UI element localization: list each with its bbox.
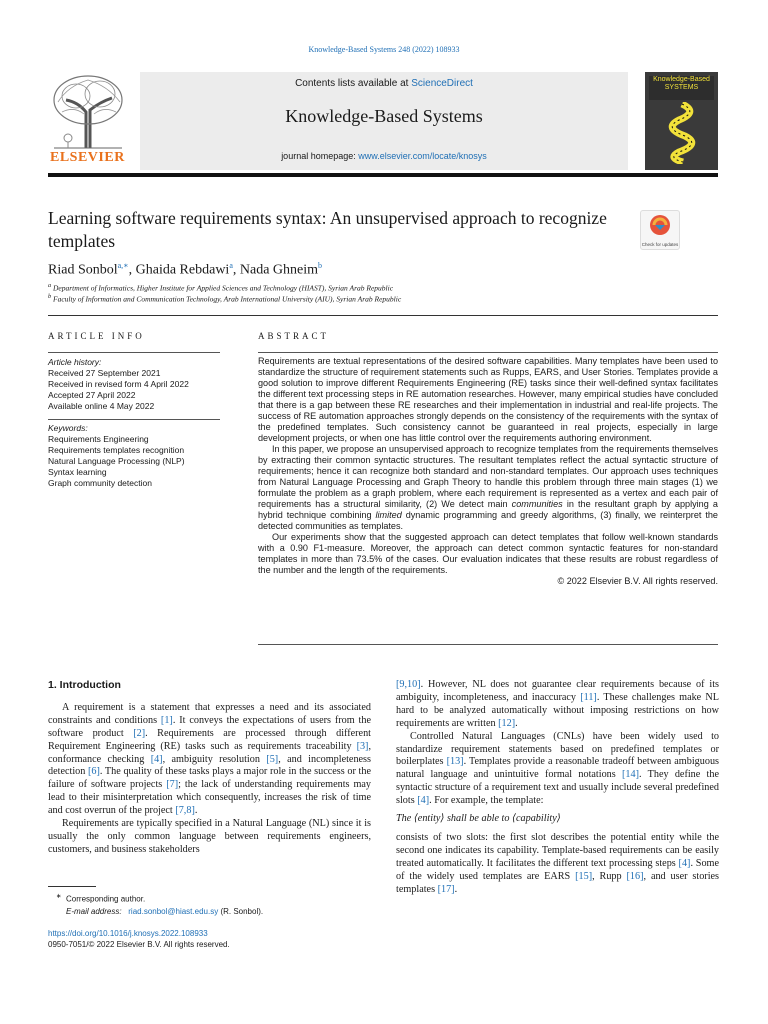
citation-link[interactable]: [14]: [622, 769, 639, 781]
citation-link[interactable]: [11]: [580, 691, 597, 703]
journal-cover-image: [645, 72, 718, 170]
text-run: consists of two slots: the first slot describes the potential entity while the second one indicates its capability. Template-based requirements can be easily treated automatically. It facilitates the different text processing steps: [396, 831, 719, 869]
text-run: . However, NL does not guarantee clear requirements because of its ambiguity, incompleteness, and inaccuracy: [396, 679, 719, 703]
keyword: Requirements templates recognition: [48, 445, 185, 455]
footnote-rule: [48, 886, 96, 887]
citation-link[interactable]: [9,10]: [396, 679, 421, 690]
history-item: Received 27 September 2021: [48, 368, 161, 378]
author-affil-mark[interactable]: a,∗: [117, 261, 129, 270]
author-name: Nada Ghneim: [239, 262, 319, 278]
masthead-center: [140, 72, 628, 170]
text-run: . They define the syntactic structure of a requirement text and usually include several predefined slots: [396, 769, 719, 807]
keywords-label: Keywords:: [48, 423, 88, 433]
footnote-mark: ∗: [56, 893, 62, 900]
affiliation: [48, 293, 401, 304]
affiliation-text: Faculty of Information and Communication Technology, Arab International University (AIU), Syrian Arab Republic: [53, 294, 402, 304]
text-run: . The quality of these tasks plays a major role in the success or the failure of software projects: [48, 766, 371, 791]
body-column-left: [48, 679, 371, 857]
citation-link[interactable]: [16]: [626, 870, 644, 882]
doi-link[interactable]: https://doi.org/10.1016/j.knosys.2022.108933: [48, 929, 208, 938]
email-owner: (R. Sonbol).: [220, 906, 264, 916]
text-run: . Templates provide a reasonable tradeoff between ambiguous natural language and unintuitive formal notations: [396, 756, 719, 781]
cover-art: [659, 102, 705, 164]
text-run: , Rupp: [592, 870, 627, 882]
template-example: The ⟨entity⟩ shall be able to ⟨capability⟩: [396, 813, 561, 825]
corresponding-label: Corresponding author.: [66, 894, 146, 904]
divider: [48, 352, 220, 353]
history-item: Received in revised form 4 April 2022: [48, 379, 189, 389]
text-run: A requirement is a statement that expresses a need and its associated constraints and conditions: [48, 701, 371, 726]
author-name: Riad Sonbol: [48, 262, 118, 278]
body-paragraph: [396, 832, 719, 897]
body-paragraph: [396, 679, 719, 731]
corresponding-note: [48, 891, 371, 906]
keywords: [48, 423, 223, 489]
body-column-right: [396, 679, 719, 897]
issn-line: 0950-7051/© 2022 Elsevier B.V. All rights reserved.: [48, 940, 230, 949]
keyword: Requirements Engineering: [48, 434, 149, 444]
citation-link[interactable]: [17]: [437, 883, 455, 895]
text-run: . These challenges make NL hard to be analyzed automatically without imposing restrictions on how requirements are written: [396, 691, 719, 729]
copyright: © 2022 Elsevier B.V. All rights reserved.: [557, 576, 718, 586]
check-for-updates-badge[interactable]: [640, 210, 680, 250]
email-label: E-mail address:: [66, 906, 122, 916]
text-run: . Some of the widely used templates are EARS: [396, 857, 719, 882]
history-label: Article history:: [48, 357, 102, 367]
affiliation-mark: b: [48, 293, 52, 300]
text-run: . Requirements are processed through different Requirement Engineering (RE) tasks such as requirements traceability: [48, 727, 372, 752]
text-run: , and user stories templates: [396, 870, 720, 895]
divider: [258, 352, 718, 353]
article-history: [48, 357, 223, 412]
citation-link[interactable]: [7]: [166, 779, 179, 791]
emphasis: limited: [375, 510, 402, 520]
contents-line: [140, 78, 628, 89]
citation-link[interactable]: [12]: [498, 717, 516, 729]
history-item: Available online 4 May 2022: [48, 401, 155, 411]
abstract-body: [258, 356, 718, 587]
author-separator: ,: [128, 262, 136, 278]
emphasis: communities: [511, 499, 563, 509]
section-rule: [48, 315, 718, 316]
section-heading-introduction: 1. Introduction: [48, 679, 121, 691]
homepage-line: [140, 151, 628, 161]
body-paragraph: Requirements are typically specified in a Natural Language (NL) since it is usually the only common language between requirements engineers, customers, and business stakeholders: [48, 818, 371, 855]
text-run: , ambiguity resolution: [162, 753, 267, 765]
sciencedirect-link[interactable]: ScienceDirect: [411, 78, 473, 89]
citation-link[interactable]: [4]: [150, 753, 163, 765]
doi-block: [48, 928, 230, 950]
citation-link[interactable]: [7,8]: [175, 805, 195, 817]
text-run: In this paper, we propose an unsupervised approach to recognize templates from the requirements themselves by extracting their common syntactic structures. The resultant templates reflect the actual syntactic structure of requirements; hence it can recognize both standard and non-standard templates. Our approach uses techniques from Natural Language Processing and Graph Theory to handle this problem through three main stages (1) we formulate the problem as a graph problem, where each requirement is represented as a vertex and each pair of requirements has a structural similarity, (2) We detect main: [258, 444, 718, 509]
body-paragraph: [48, 702, 371, 818]
journal-masthead: [48, 72, 718, 170]
history-item: Accepted 27 April 2022: [48, 390, 136, 400]
text-run: , conformance checking: [48, 740, 371, 765]
abstract-heading: ABSTRACT: [258, 331, 330, 341]
author-separator: ,: [232, 262, 240, 278]
homepage-prefix: journal homepage:: [281, 151, 359, 161]
elsevier-tree-logo: [48, 72, 128, 164]
abstract-paragraph: [258, 444, 718, 532]
text-run: dynamic programming and greedy algorithms, (3) finally, we reinterpret the detected communities as templates.: [258, 510, 718, 531]
text-run: in the resultant graph by applying a hybrid technique combining: [258, 499, 718, 520]
email-link[interactable]: riad.sonbol@hiast.edu.sy: [128, 906, 219, 916]
citation-link[interactable]: [15]: [575, 870, 593, 882]
text-run: .: [454, 883, 458, 895]
footnote: [48, 891, 371, 918]
author-affil-mark[interactable]: b: [318, 261, 323, 270]
journal-name: Knowledge-Based Systems: [285, 106, 483, 126]
text-run: . For example, the template:: [429, 795, 544, 807]
citation-link[interactable]: [5]: [266, 753, 279, 765]
text-run: , and incompleteness detection: [48, 753, 371, 778]
author-affil-mark[interactable]: a: [229, 261, 233, 270]
author-list: [48, 261, 322, 279]
citation-link[interactable]: [4]: [417, 795, 430, 807]
masthead-rule: [48, 173, 718, 177]
text-run: ; the lack of understanding requirements may lead to their misinterpretation which consequently, increases the risk of time and cost overrun of the project: [48, 779, 371, 817]
body-paragraph: [396, 731, 719, 808]
abstract-paragraph: Requirements are textual representations of the desired software capabilities. Many templates have been used to standardize the structure of requirement statements such as Rupps, EARS, and User Stories. Templates provide a good solution to improve different Requirements Engineering (RE) tasks since their well-defined syntax facilitates the different text processing steps in RE automation researches. However, many empirical studies have concluded that there is a gap between these RE researches and their implementation in industrial and real-life projects. The success of RE automation approaches strongly depends on the consistency of the requirements with the syntax of the predefined templates. Such consistency cannot be guaranteed in real projects, especially in large development projects, or when one has little control over the requirements authoring environment.: [258, 356, 718, 443]
abstract-paragraph: Our experiments show that the suggested approach can detect templates that follow well-known standards with a 0.90 F1-measure. Moreover, the approach can detect common syntactic features for non-standard templates in more than 73.5% of the cases. Our evaluation indicates that these results are robust regardless of the number and the length of the requirements.: [258, 532, 718, 575]
contents-prefix: Contents lists available at: [295, 78, 412, 89]
email-note: [48, 906, 371, 918]
homepage-link[interactable]: www.elsevier.com/locate/knosys: [358, 151, 487, 161]
check-updates-label: Check for updates: [641, 242, 679, 247]
cover-title: Knowledge-Based SYSTEMS: [649, 76, 714, 100]
text-run: Controlled Natural Languages (CNLs) have been widely used to standardize requirement statements based on predefined templates or boilerplates: [396, 730, 719, 768]
check-updates-icon: [648, 213, 672, 237]
elsevier-wordmark: ELSEVIER: [50, 150, 125, 165]
citation-link[interactable]: [2]: [133, 727, 146, 739]
text-run: .: [515, 717, 518, 729]
author-name: Ghaida Rebdawi: [135, 262, 230, 278]
keyword: Graph community detection: [48, 478, 152, 488]
keyword: Natural Language Processing (NLP): [48, 456, 185, 466]
citation-link[interactable]: [6]: [88, 766, 100, 778]
article-info-heading: ARTICLE INFO: [48, 331, 145, 341]
citation-link[interactable]: [13]: [446, 756, 464, 768]
journal-reference[interactable]: Knowledge-Based Systems 248 (2022) 108933: [308, 45, 460, 54]
affiliation-mark: a: [48, 282, 52, 289]
text-run: .: [194, 805, 198, 817]
affiliation-text: Department of Informatics, Higher Institute for Applied Sciences and Technology (HIAST), Syrian Arab Republic: [53, 283, 394, 293]
citation-link[interactable]: [3]: [356, 740, 369, 752]
affiliation: [48, 282, 393, 293]
keyword: Syntax learning: [48, 467, 107, 477]
article-title: Learning software requirements syntax: An unsupervised approach to recognize templates: [48, 208, 607, 251]
citation-link[interactable]: [1]: [160, 714, 173, 726]
divider: [258, 644, 718, 645]
citation-link[interactable]: [4]: [678, 857, 691, 869]
divider: [48, 419, 220, 420]
text-run: . It conveys the expectations of users from the software product: [48, 714, 371, 739]
